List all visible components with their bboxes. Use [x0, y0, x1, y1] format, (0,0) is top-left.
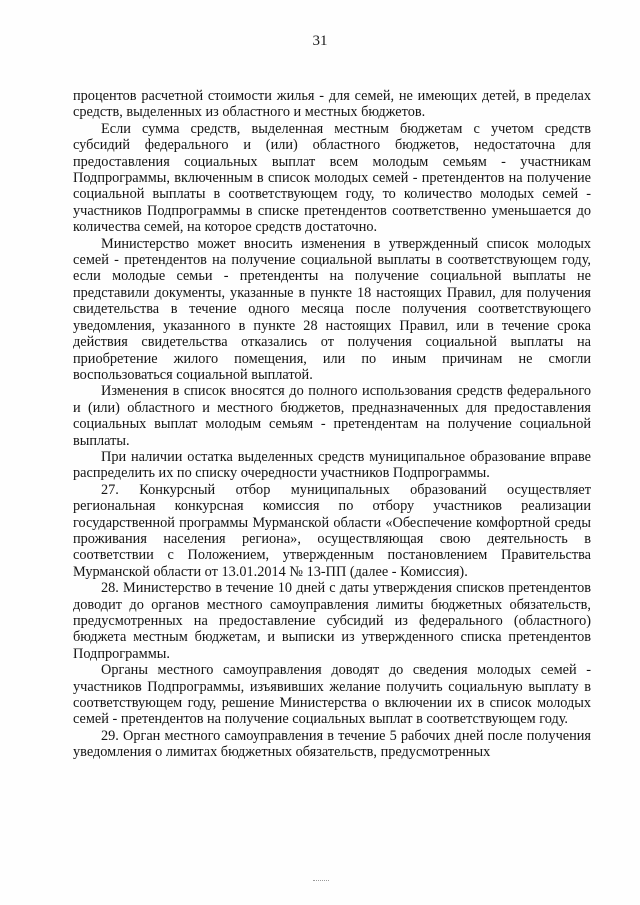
paragraph-item-28: 28. Министерство в течение 10 дней с даты утверждения списков претендентов доводит до органов местного самоуправления лимиты бюджетных обязательств, предусмотренных на предоставление субсидий из федерального (областного) бюджета местным бюджетам, и выписки из утвержденного списка претендентов Подпрограммы. — [73, 580, 591, 662]
paragraph-remaining-funds: При наличии остатка выделенных средств муниципальное образование вправе распределить их по списку очередности участников Подпрограммы. — [73, 448, 591, 482]
paragraph-list-changes: Министерство может вносить изменения в утвержденный список молодых семей - претендентов на получение социальной выплаты в соответствующем году, если молодые семьи - претенденты на получение социальной выплаты не представили документы, указанные в пункте 18 настоящих Правил, для получения свидетельства в течение одного месяца после получения соответствующего уведомления, указанного в пункте 28 настоящих Правил, или в течение срока действия свидетельства отказались от получения социальной выплаты на приобретение жилого помещения, или по иным причинам не смогли воспользоваться социальной выплатой. — [73, 235, 591, 383]
paragraph-item-27: 27. Конкурсный отбор муниципальных образований осуществляет региональная конкурсная комиссия по отбору участников реализации государственной программы Мурманской области «Обеспечение комфортной среды проживания населения региона», осуществляющая свою деятельность в соответствии с Положением, утвержденным постановлением Правительства Мурманской области от 13.01.2014 № 13-ПП (далее - Комиссия). — [73, 481, 591, 580]
paragraph-changes-until-funds-used: Изменения в список вносятся до полного использования средств федерального и (или) областного и местного бюджетов, предназначенных для предоставления социальных выплат молодым семьям - претендентам на получение социальной выплаты. — [73, 383, 591, 449]
paragraph-item-29: 29. Орган местного самоуправления в течение 5 рабочих дней после получения уведомления о лимитах бюджетных обязательств, предусмотренных — [73, 727, 591, 761]
scan-footer-mark — [313, 880, 329, 883]
paragraph-budget-shortfall: Если сумма средств, выделенная местным бюджетам с учетом средств субсидий федерального и (или) областного бюджетов, недостаточна для предоставления социальных выплат всем молодым семьям - участникам Подпрограммы, включенным в список молодых семей - претендентов на получение социальной выплаты в соответствующем году, то количество молодых семей - участников Подпрограммы в списке претендентов соответственно уменьшается до количества семей, на которое средств достаточно. — [73, 120, 591, 236]
document-body — [73, 88, 591, 761]
page-number: 31 — [312, 33, 328, 49]
paragraph-local-authorities: Органы местного самоуправления доводят до сведения молодых семей - участников Подпрограммы, изъявивших желание получить социальную выплату в соответствующем году, решение Министерства о включении их в список молодых семей - претендентов на получение социальных выплат в соответствующем году. — [73, 662, 591, 728]
paragraph-continuation: процентов расчетной стоимости жилья - для семей, не имеющих детей, в пределах средств, выделенных из областного и местных бюджетов. — [73, 88, 591, 121]
